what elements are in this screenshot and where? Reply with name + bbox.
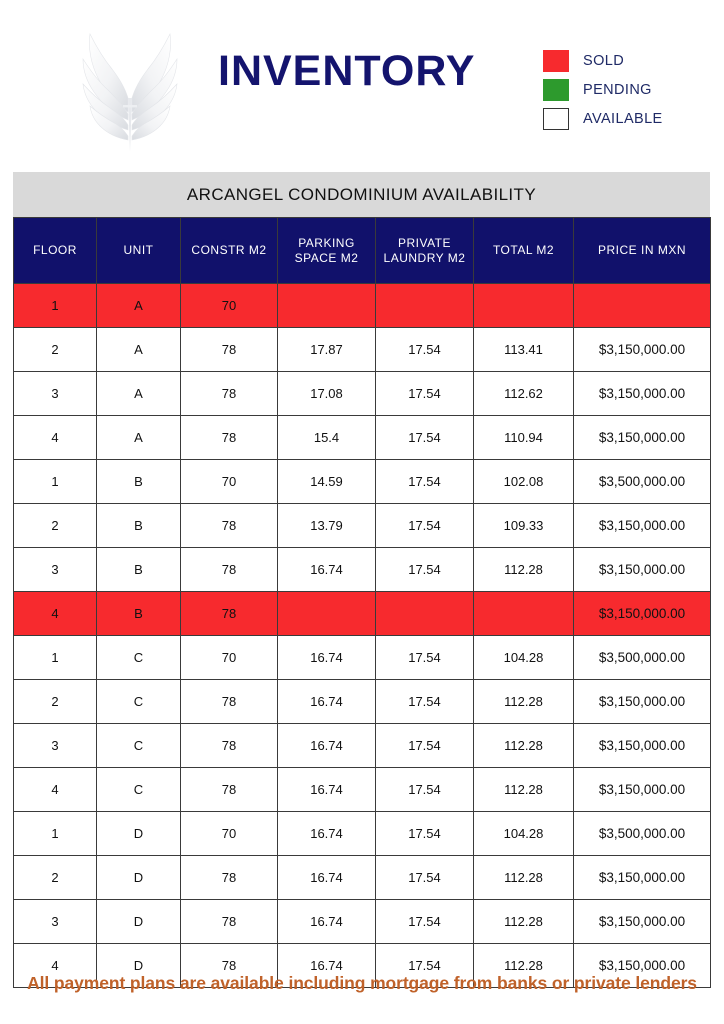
cell-unit: A [97, 284, 181, 328]
cell-unit: C [97, 636, 181, 680]
column-header-parking: PARKING SPACE M2 [278, 218, 376, 284]
cell-parking-space-m2 [278, 592, 376, 636]
cell-unit: D [97, 812, 181, 856]
cell-unit: C [97, 724, 181, 768]
page-title: INVENTORY [218, 47, 476, 95]
cell-private-laundry-m2: 17.54 [376, 724, 474, 768]
table-head [14, 218, 711, 284]
cell-total-m2: 104.28 [474, 812, 574, 856]
cell-total-m2: 102.08 [474, 460, 574, 504]
cell-parking-space-m2: 16.74 [278, 856, 376, 900]
cell-parking-space-m2: 16.74 [278, 944, 376, 988]
table-row [14, 504, 711, 548]
cell-parking-space-m2: 16.74 [278, 812, 376, 856]
cell-private-laundry-m2: 17.54 [376, 680, 474, 724]
footer-note: All payment plans are available including mortgage from banks or private lenders [27, 973, 697, 993]
cell-constr-m2: 78 [181, 768, 278, 812]
cell-price-mxn [574, 284, 711, 328]
cell-total-m2: 113.41 [474, 328, 574, 372]
table-row [14, 856, 711, 900]
cell-price-mxn: $3,150,000.00 [574, 592, 711, 636]
table-title: ARCANGEL CONDOMINIUM AVAILABILITY [13, 172, 710, 217]
cell-parking-space-m2: 16.74 [278, 724, 376, 768]
legend-item-available [543, 108, 663, 130]
cell-price-mxn: $3,150,000.00 [574, 372, 711, 416]
cell-constr-m2: 78 [181, 504, 278, 548]
column-header-total: TOTAL M2 [474, 218, 574, 284]
table-row [14, 900, 711, 944]
cell-constr-m2: 78 [181, 724, 278, 768]
cell-parking-space-m2: 16.74 [278, 900, 376, 944]
table-row [14, 680, 711, 724]
cell-total-m2: 109.33 [474, 504, 574, 548]
cell-price-mxn: $3,150,000.00 [574, 504, 711, 548]
cell-private-laundry-m2: 17.54 [376, 328, 474, 372]
column-header-constr: CONSTR M2 [181, 218, 278, 284]
cell-floor: 2 [14, 680, 97, 724]
cell-price-mxn: $3,150,000.00 [574, 724, 711, 768]
cell-total-m2: 112.28 [474, 900, 574, 944]
cell-constr-m2: 78 [181, 944, 278, 988]
table-row [14, 372, 711, 416]
cell-total-m2: 104.28 [474, 636, 574, 680]
pending-swatch-icon [543, 79, 569, 101]
cell-constr-m2: 70 [181, 636, 278, 680]
cell-unit: B [97, 504, 181, 548]
cell-floor: 2 [14, 504, 97, 548]
cell-floor: 3 [14, 724, 97, 768]
column-header-laundry: PRIVATE LAUNDRY M2 [376, 218, 474, 284]
table-row [14, 284, 711, 328]
cell-price-mxn: $3,150,000.00 [574, 680, 711, 724]
cell-private-laundry-m2: 17.54 [376, 504, 474, 548]
table-row [14, 724, 711, 768]
cell-parking-space-m2: 13.79 [278, 504, 376, 548]
cell-unit: C [97, 680, 181, 724]
cell-total-m2: 112.62 [474, 372, 574, 416]
cell-price-mxn: $3,150,000.00 [574, 856, 711, 900]
cell-total-m2 [474, 592, 574, 636]
available-swatch-icon [543, 108, 569, 130]
cell-floor: 4 [14, 592, 97, 636]
table-header-row [14, 218, 711, 284]
sold-swatch-icon [543, 50, 569, 72]
cell-floor: 4 [14, 416, 97, 460]
table-row [14, 416, 711, 460]
cell-floor: 3 [14, 372, 97, 416]
table-row [14, 460, 711, 504]
cell-total-m2: 112.28 [474, 856, 574, 900]
cell-floor: 2 [14, 328, 97, 372]
cell-price-mxn: $3,500,000.00 [574, 812, 711, 856]
cell-floor: 1 [14, 284, 97, 328]
cell-unit: B [97, 460, 181, 504]
cell-unit: D [97, 944, 181, 988]
cell-private-laundry-m2: 17.54 [376, 856, 474, 900]
cell-unit: A [97, 372, 181, 416]
cell-total-m2 [474, 284, 574, 328]
legend-label-pending: PENDING [583, 82, 652, 98]
cell-parking-space-m2: 17.87 [278, 328, 376, 372]
cell-price-mxn: $3,150,000.00 [574, 944, 711, 988]
cell-constr-m2: 70 [181, 460, 278, 504]
cell-parking-space-m2: 16.74 [278, 768, 376, 812]
cell-constr-m2: 70 [181, 284, 278, 328]
legend-label-available: AVAILABLE [583, 111, 663, 127]
cell-total-m2: 112.28 [474, 768, 574, 812]
cell-constr-m2: 78 [181, 592, 278, 636]
table-body [14, 284, 711, 988]
table-row [14, 592, 711, 636]
cell-private-laundry-m2: 17.54 [376, 636, 474, 680]
table-row [14, 812, 711, 856]
cell-private-laundry-m2: 17.54 [376, 460, 474, 504]
cell-floor: 3 [14, 548, 97, 592]
cell-private-laundry-m2: 17.54 [376, 768, 474, 812]
table-row [14, 768, 711, 812]
cell-parking-space-m2: 16.74 [278, 636, 376, 680]
cell-constr-m2: 78 [181, 372, 278, 416]
cell-price-mxn: $3,150,000.00 [574, 548, 711, 592]
table-row [14, 636, 711, 680]
cell-parking-space-m2: 17.08 [278, 372, 376, 416]
cell-price-mxn: $3,500,000.00 [574, 460, 711, 504]
cell-constr-m2: 70 [181, 812, 278, 856]
cell-parking-space-m2 [278, 284, 376, 328]
cell-floor: 1 [14, 636, 97, 680]
cell-floor: 2 [14, 856, 97, 900]
cell-private-laundry-m2: 17.54 [376, 944, 474, 988]
cell-constr-m2: 78 [181, 416, 278, 460]
cell-floor: 1 [14, 460, 97, 504]
cell-constr-m2: 78 [181, 856, 278, 900]
cell-total-m2: 112.28 [474, 548, 574, 592]
cell-price-mxn: $3,150,000.00 [574, 768, 711, 812]
cell-parking-space-m2: 16.74 [278, 548, 376, 592]
cell-private-laundry-m2 [376, 284, 474, 328]
cell-unit: B [97, 592, 181, 636]
cell-private-laundry-m2: 17.54 [376, 900, 474, 944]
cell-unit: B [97, 548, 181, 592]
cell-total-m2: 112.28 [474, 724, 574, 768]
cell-constr-m2: 78 [181, 548, 278, 592]
cell-price-mxn: $3,150,000.00 [574, 900, 711, 944]
cell-floor: 1 [14, 812, 97, 856]
angel-wings-logo [72, 12, 188, 154]
cell-private-laundry-m2: 17.54 [376, 372, 474, 416]
inventory-table-section [13, 172, 710, 988]
cell-unit: D [97, 856, 181, 900]
cell-private-laundry-m2 [376, 592, 474, 636]
cell-total-m2: 112.28 [474, 944, 574, 988]
cell-parking-space-m2: 15.4 [278, 416, 376, 460]
cell-price-mxn: $3,500,000.00 [574, 636, 711, 680]
legend-item-pending [543, 79, 663, 101]
cell-constr-m2: 78 [181, 680, 278, 724]
page-header [0, 0, 724, 160]
cell-floor: 3 [14, 900, 97, 944]
cell-private-laundry-m2: 17.54 [376, 548, 474, 592]
legend-item-sold [543, 50, 663, 72]
column-header-unit: UNIT [97, 218, 181, 284]
cell-total-m2: 112.28 [474, 680, 574, 724]
legend-label-sold: SOLD [583, 53, 625, 69]
cell-unit: A [97, 416, 181, 460]
cell-total-m2: 110.94 [474, 416, 574, 460]
cell-constr-m2: 78 [181, 328, 278, 372]
cell-unit: C [97, 768, 181, 812]
cell-price-mxn: $3,150,000.00 [574, 416, 711, 460]
cell-unit: D [97, 900, 181, 944]
status-legend [543, 50, 663, 137]
cell-unit: A [97, 328, 181, 372]
cell-private-laundry-m2: 17.54 [376, 812, 474, 856]
table-row [14, 548, 711, 592]
cell-constr-m2: 78 [181, 900, 278, 944]
cell-parking-space-m2: 14.59 [278, 460, 376, 504]
column-header-price: PRICE IN MXN [574, 218, 711, 284]
column-header-floor: FLOOR [14, 218, 97, 284]
cell-parking-space-m2: 16.74 [278, 680, 376, 724]
cell-private-laundry-m2: 17.54 [376, 416, 474, 460]
cell-floor: 4 [14, 768, 97, 812]
table-row [14, 328, 711, 372]
cell-floor: 4 [14, 944, 97, 988]
inventory-table [13, 217, 711, 988]
cell-price-mxn: $3,150,000.00 [574, 328, 711, 372]
